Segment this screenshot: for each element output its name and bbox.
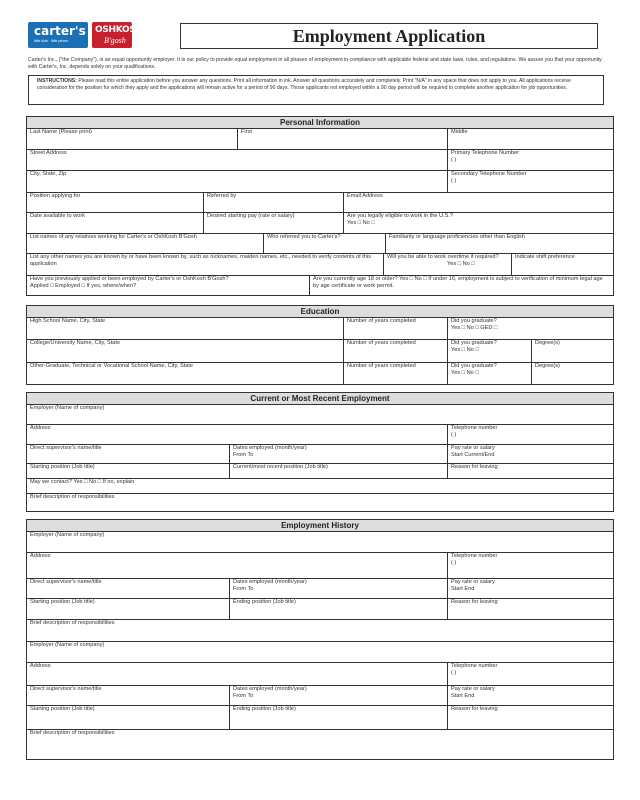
- history-supervisor-field[interactable]: Direct supervisor's name/title: [30, 686, 102, 692]
- referred-by-field[interactable]: Referred by: [203, 192, 343, 212]
- overtime-label: Will you be able to work overtime if required?: [387, 254, 499, 260]
- date-available-field[interactable]: Date available to work: [30, 213, 86, 219]
- hs-graduate-label: Did you graduate?: [451, 318, 497, 324]
- history-dates-label: Dates employed (month/year): [233, 686, 307, 692]
- carters-logo-tagline: little kids · little prices: [34, 39, 68, 43]
- other-names-field[interactable]: List any other names you are known by or have been known by, such as nicknames, maiden names, etc., needed to verify contents of this application: [30, 254, 371, 267]
- other-years-field[interactable]: Number of years completed: [343, 362, 447, 385]
- hs-years-field[interactable]: Number of years completed: [343, 317, 447, 339]
- employment-history-section: [26, 519, 614, 760]
- secondary-phone-paren: ( ): [451, 178, 457, 184]
- history-telephone-paren: ( ): [451, 560, 457, 566]
- position-row: [27, 192, 613, 213]
- may-we-contact-field[interactable]: May we contact? Yes □ No □ If no, explain: [30, 479, 135, 485]
- primary-phone-field[interactable]: [447, 149, 613, 170]
- history-ending-position-field[interactable]: Ending position (Job title): [229, 598, 447, 619]
- address-row: [27, 424, 613, 445]
- responsibilities-field[interactable]: Brief description of responsibilities: [30, 494, 115, 500]
- previously-applied-options[interactable]: Applied □ Employed □ If yes, where/when?: [30, 283, 137, 289]
- pay-rate-field[interactable]: [447, 444, 613, 463]
- first-name-field[interactable]: First: [237, 128, 447, 149]
- section-heading: Personal Information: [27, 117, 613, 129]
- history-dates-field[interactable]: [229, 578, 447, 598]
- history-employer-row: [27, 641, 613, 663]
- history-telephone-field[interactable]: [447, 662, 613, 685]
- history-responsibilities-row: [27, 619, 613, 642]
- history-pay-label: Pay rate or salary: [451, 686, 495, 692]
- eligibility-field[interactable]: [343, 212, 613, 233]
- relatives-field[interactable]: List names of any relatives working for Carter's or OshKosh B'Gosh: [30, 234, 197, 240]
- language-field[interactable]: Familiarity or language proficiencies other than English: [385, 233, 613, 253]
- starting-position-field[interactable]: Starting position (Job title): [30, 464, 95, 470]
- history-telephone-label: Telephone number: [451, 663, 498, 669]
- history-dates-field[interactable]: [229, 685, 447, 705]
- history-dates-from-to: From To: [233, 586, 254, 592]
- oshkosh-logo: [92, 22, 143, 48]
- history-address-row: [27, 662, 613, 686]
- personal-information-section: [26, 116, 614, 296]
- hs-graduate-options[interactable]: Yes □ No □ GED □: [451, 325, 498, 331]
- shift-preference-field[interactable]: Indicate shift preference: [511, 253, 613, 275]
- carters-logo-text: carter's: [34, 24, 86, 38]
- history-supervisor-row: [27, 685, 613, 706]
- dates-employed-from-to: From To: [233, 452, 254, 458]
- city-row: [27, 170, 613, 193]
- history-starting-position-field[interactable]: Starting position (Job title): [30, 599, 95, 605]
- college-degree-field[interactable]: Degree(s): [531, 339, 613, 362]
- position-field[interactable]: Position applying for: [30, 193, 81, 199]
- section-heading: Employment History: [27, 520, 613, 532]
- instructions-text: Please read this entire application before you answer any questions. Print all information in ink. Answer all questions accurately and completely. Print "N/A" in any space that does not apply to you. All applications receive consideration for the position for which they apply and the applications will remain active for a period of 90 days. Those applicants not employed within a 90 day period will be required to complete another application for job opportunities.: [37, 78, 571, 91]
- other-names-row: [27, 253, 613, 276]
- college-graduate-options[interactable]: Yes □ No □: [451, 347, 479, 353]
- history-responsibilities-field[interactable]: Brief description of responsibilities: [30, 620, 115, 626]
- history-address-field[interactable]: Address: [30, 663, 51, 669]
- eligibility-label: Are you legally eligible to work in the U.S.?: [347, 213, 454, 219]
- intro-text: Carter's Inc., ("the Company"), is an equal opportunity employer. It is our policy to provide equal employment in all phases of employment in compliance with applicable federal and state laws, rules, and regulations. We assure you that your opportunity with Carter's, Inc. depends solely on your qualifications.: [28, 57, 602, 70]
- address-field[interactable]: Address: [30, 425, 51, 431]
- street-row: [27, 149, 613, 171]
- history-employer-field[interactable]: Employer (Name of company): [30, 642, 105, 648]
- supervisor-row: [27, 444, 613, 464]
- college-years-field[interactable]: Number of years completed: [343, 339, 447, 362]
- current-position-field[interactable]: Current/most recent position (Job title): [229, 463, 447, 478]
- age-field[interactable]: Are you currently age 18 or older? Yes □ No □ If under 16, employment is subject to verification of minimum legal age by age certificate or work permit.: [309, 275, 613, 296]
- page-title: Employment Application: [180, 23, 598, 49]
- email-field[interactable]: Email Address: [343, 192, 613, 212]
- history-dates-from-to: From To: [233, 693, 254, 699]
- eligibility-options[interactable]: Yes □ No □: [347, 220, 375, 226]
- other-graduate-label: Did you graduate?: [451, 363, 497, 369]
- education-section: [26, 305, 614, 385]
- reason-leaving-field[interactable]: Reason for leaving: [447, 463, 613, 478]
- name-row: [27, 128, 613, 150]
- who-referred-field[interactable]: Who referred you to Carter's?: [263, 233, 385, 253]
- history-pay-label: Pay rate or salary: [451, 579, 495, 585]
- employer-row: [27, 404, 613, 425]
- secondary-phone-label: Secondary Telephone Number: [451, 171, 527, 177]
- section-heading: Current or Most Recent Employment: [27, 393, 613, 405]
- pay-rate-start-end: Start Current/End: [451, 452, 495, 458]
- dates-employed-field[interactable]: [229, 444, 447, 463]
- primary-phone-paren: ( ): [451, 157, 457, 163]
- desired-pay-field[interactable]: Desired starting pay (rate or salary): [203, 212, 343, 233]
- availability-row: [27, 212, 613, 234]
- history-employer-row: [27, 531, 613, 553]
- history-employer-field[interactable]: Employer (Name of company): [30, 532, 105, 538]
- history-starting-position-field[interactable]: Starting position (Job title): [30, 706, 95, 712]
- contact-row: [27, 478, 613, 494]
- current-employment-section: [26, 392, 614, 512]
- supervisor-field[interactable]: Direct supervisor's name/title: [30, 445, 102, 451]
- history-pay-start-end: Start End: [451, 586, 475, 592]
- employer-field[interactable]: Employer (Name of company): [30, 405, 105, 411]
- history-telephone-label: Telephone number: [451, 553, 498, 559]
- secondary-phone-field[interactable]: [447, 170, 613, 192]
- overtime-field[interactable]: [383, 253, 511, 275]
- hs-graduate-field[interactable]: [447, 317, 613, 339]
- history-pay-field[interactable]: [447, 685, 613, 705]
- other-graduate-options[interactable]: Yes □ No □: [451, 370, 479, 376]
- instructions-label: INSTRUCTIONS:: [37, 78, 77, 84]
- previously-applied-label: Have you previously applied or been employed by Carter's or OshKosh B'Gosh?: [30, 276, 229, 282]
- other-school-field[interactable]: Other-Graduate, Technical or Vocational School Name, City, State: [30, 363, 194, 369]
- history-pay-start-end: Start End: [451, 693, 475, 699]
- other-school-row: [27, 362, 613, 385]
- history-reason-field[interactable]: Reason for leaving: [447, 598, 613, 619]
- previous-employment-row: [27, 275, 613, 296]
- college-graduate-field[interactable]: [447, 339, 531, 362]
- history-ending-position-field[interactable]: Ending position (Job title): [229, 705, 447, 729]
- primary-phone-label: Primary Telephone Number: [451, 150, 519, 156]
- college-row: [27, 339, 613, 363]
- carters-logo: [28, 22, 88, 48]
- history-pay-field[interactable]: [447, 578, 613, 598]
- middle-name-field[interactable]: Middle: [447, 128, 613, 149]
- section-heading: Education: [27, 306, 613, 318]
- history-dates-label: Dates employed (month/year): [233, 579, 307, 585]
- history-telephone-field[interactable]: [447, 552, 613, 578]
- position-row: [27, 463, 613, 479]
- history-responsibilities-row: [27, 729, 613, 759]
- history-address-field[interactable]: Address: [30, 553, 51, 559]
- college-field[interactable]: College/University Name, City, State: [30, 340, 121, 346]
- previously-applied-field[interactable]: [27, 275, 309, 296]
- pay-rate-label: Pay rate or salary: [451, 445, 495, 451]
- telephone-label: Telephone number: [451, 425, 498, 431]
- high-school-field[interactable]: High School Name, City, State: [30, 318, 106, 324]
- high-school-row: [27, 317, 613, 340]
- oshkosh-logo-text: OSHKOSH: [95, 25, 143, 35]
- relatives-row: [27, 233, 613, 254]
- oshkosh-logo-sub: B'gosh: [104, 36, 126, 45]
- history-supervisor-row: [27, 578, 613, 599]
- college-graduate-label: Did you graduate?: [451, 340, 497, 346]
- history-reason-field[interactable]: Reason for leaving: [447, 705, 613, 729]
- telephone-field[interactable]: [447, 424, 613, 444]
- responsibilities-row: [27, 493, 613, 512]
- instructions-box: [28, 75, 604, 105]
- last-name-field[interactable]: Last Name (Please print): [30, 129, 92, 135]
- history-position-row: [27, 705, 613, 730]
- history-position-row: [27, 598, 613, 620]
- street-address-field[interactable]: Street Address: [30, 150, 67, 156]
- overtime-options[interactable]: Yes □ No □: [447, 261, 475, 267]
- history-supervisor-field[interactable]: Direct supervisor's name/title: [30, 579, 102, 585]
- dates-employed-label: Dates employed (month/year): [233, 445, 307, 451]
- telephone-paren: ( ): [451, 432, 457, 438]
- city-state-zip-field[interactable]: City, State, Zip: [30, 171, 67, 177]
- history-address-row: [27, 552, 613, 579]
- other-graduate-field[interactable]: [447, 362, 531, 385]
- history-responsibilities-field[interactable]: Brief description of responsibilities: [30, 730, 115, 736]
- other-degree-field[interactable]: Degree(s): [531, 362, 613, 385]
- history-telephone-paren: ( ): [451, 670, 457, 676]
